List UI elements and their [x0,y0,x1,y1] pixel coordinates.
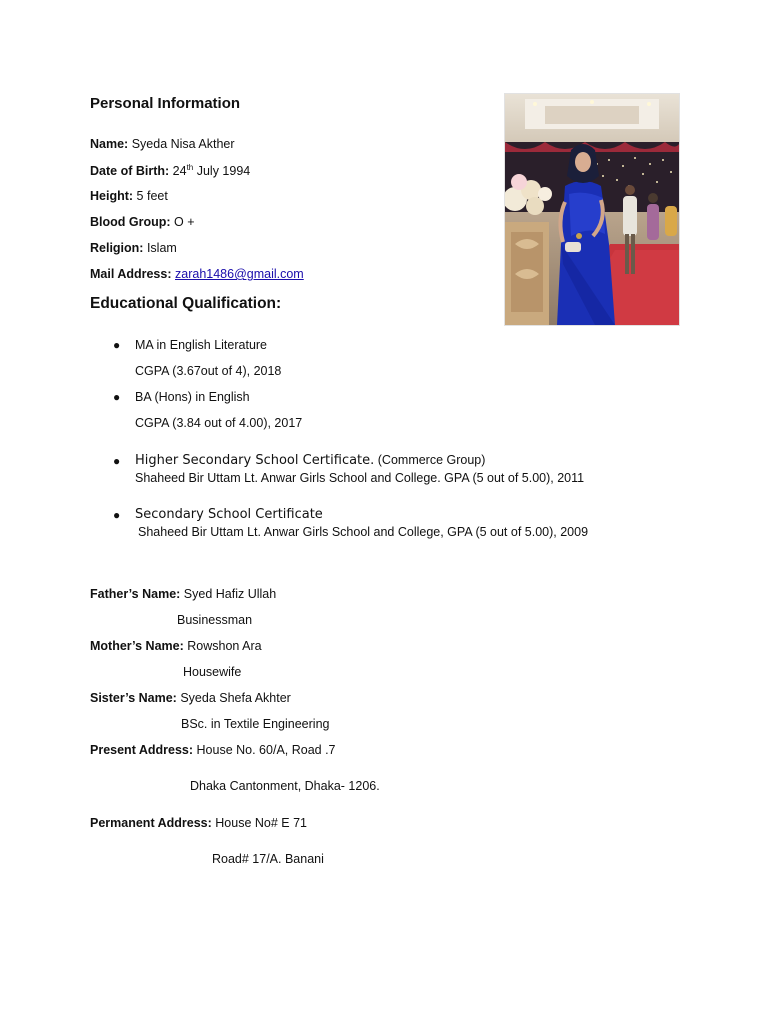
bullet-icon: ● [113,508,121,522]
permanent-address-line2: Road# 17/A. Banani [212,852,324,866]
religion-row [90,241,177,255]
personal-info-heading: Personal Information [90,95,241,112]
height-label: Height: [90,189,134,203]
education-item-ssc-title: Secondary School Certificate [135,507,323,522]
bullet-icon: ● [113,390,121,404]
education-item-ba-detail: CGPA (3.84 out of 4.00), 2017 [135,416,303,430]
education-item-hsc-title-row [135,453,485,468]
sister-label: Sister’s Name: [90,691,177,705]
permanent-address-line1: House No# E 71 [215,816,308,830]
present-address-row [90,743,336,757]
sister-value: Syeda Shefa Akhter [180,691,291,705]
mail-link[interactable]: zarah1486@gmail.com [175,267,304,281]
father-label: Father’s Name: [90,587,181,601]
blood-group-row [90,215,195,229]
blood-group-value: O + [174,215,195,229]
mail-label: Mail Address: [90,267,172,281]
sister-occupation: BSc. in Textile Engineering [181,717,330,731]
education-item-hsc-title: Higher Secondary School Certificate. [135,453,375,468]
profile-photo [504,93,680,326]
permanent-address-label: Permanent Address: [90,816,212,830]
permanent-address-row [90,816,307,830]
religion-label: Religion: [90,241,144,255]
name-label: Name: [90,137,129,151]
mother-label: Mother’s Name: [90,639,184,653]
father-row [90,587,276,601]
name-row [90,137,235,151]
height-value: 5 feet [136,189,168,203]
present-address-label: Present Address: [90,743,194,757]
dob-suffix: th [186,163,194,172]
education-item-ssc-detail: Shaheed Bir Uttam Lt. Anwar Girls School and College, GPA (5 out of 5.00), 2009 [138,525,589,539]
education-item-hsc-group: (Commerce Group) [377,453,486,467]
father-occupation: Businessman [177,613,253,627]
mother-row [90,639,262,653]
present-address-line1: House No. 60/A, Road .7 [196,743,336,757]
bullet-icon: ● [113,454,121,468]
mother-value: Rowshon Ara [187,639,262,653]
dob-row [90,163,250,178]
education-heading: Educational Qualification: [90,295,282,312]
education-item-ma-title: MA in English Literature [135,338,268,352]
dob-rest: July 1994 [196,164,251,179]
education-item-ma-detail: CGPA (3.67out of 4), 2018 [135,364,282,378]
name-value: Syeda Nisa Akther [131,137,235,151]
bullet-icon: ● [113,338,121,352]
height-row [90,189,168,203]
religion-value: Islam [146,241,177,255]
mother-occupation: Housewife [183,665,242,679]
present-address-line2: Dhaka Cantonment, Dhaka- 1206. [190,779,380,793]
father-value: Syed Hafiz Ullah [183,587,277,601]
mail-row [90,267,304,281]
sister-row [90,691,291,705]
dob-day: 24 [172,164,187,179]
education-item-hsc-detail: Shaheed Bir Uttam Lt. Anwar Girls School and College. GPA (5 out of 5.00), 2011 [135,471,585,485]
dob-label: Date of Birth: [90,164,170,179]
education-item-ba-title: BA (Hons) in English [135,390,250,404]
blood-group-label: Blood Group: [90,215,171,229]
